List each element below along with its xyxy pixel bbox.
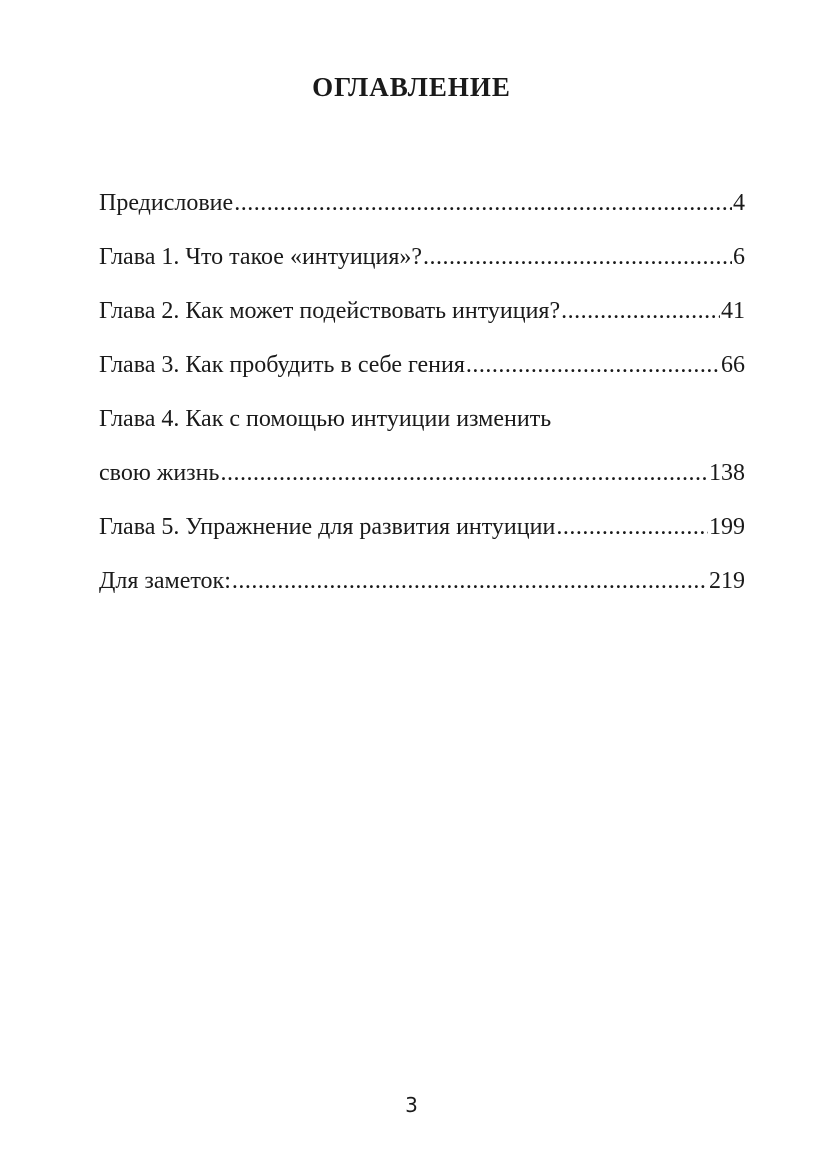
toc-entry-label: свою жизнь [99,460,220,486]
toc-entry-page: 199 [709,514,745,540]
toc-entry-page: 219 [709,568,745,594]
table-of-contents [99,183,745,615]
page-number: 3 [405,1093,418,1117]
toc-entry-notes[interactable] [99,561,745,615]
toc-dot-leader [561,291,720,331]
toc-entry-label: Предисловие [99,190,234,216]
toc-entry-label: Глава 5. Упражнение для развития интуиции [99,514,556,540]
toc-dot-leader [220,453,708,493]
toc-entry-chapter-5[interactable] [99,507,745,561]
toc-entry-label: Для заметок: [99,568,231,594]
toc-entry-page: 4 [733,190,745,216]
toc-entry-page: 41 [721,298,745,324]
toc-entry-chapter-4-line-1[interactable] [99,399,745,453]
toc-entry-page: 66 [721,352,745,378]
toc-entry-page: 6 [733,244,745,270]
toc-entry-page: 138 [709,460,745,486]
page-title: ОГЛАВЛЕНИЕ [312,72,511,102]
toc-dot-leader [466,345,720,385]
toc-dot-leader [234,183,732,223]
toc-entry-label: Глава 3. Как пробудить в себе гения [99,352,465,378]
toc-entry-chapter-2[interactable] [99,291,745,345]
toc-entry-label: Глава 1. Что такое «интуиция»? [99,244,423,270]
toc-dot-leader [556,507,708,547]
toc-entry-chapter-4-line-2[interactable] [99,453,745,507]
toc-entry-preface[interactable] [99,183,745,237]
toc-entry-chapter-3[interactable] [99,345,745,399]
toc-entry-label: Глава 2. Как может подействовать интуиция? [99,298,561,324]
toc-entry-chapter-1[interactable] [99,237,745,291]
toc-dot-leader [232,561,708,601]
toc-entry-label: Глава 4. Как с помощью интуиции изменить [99,406,552,432]
toc-dot-leader [423,237,732,277]
